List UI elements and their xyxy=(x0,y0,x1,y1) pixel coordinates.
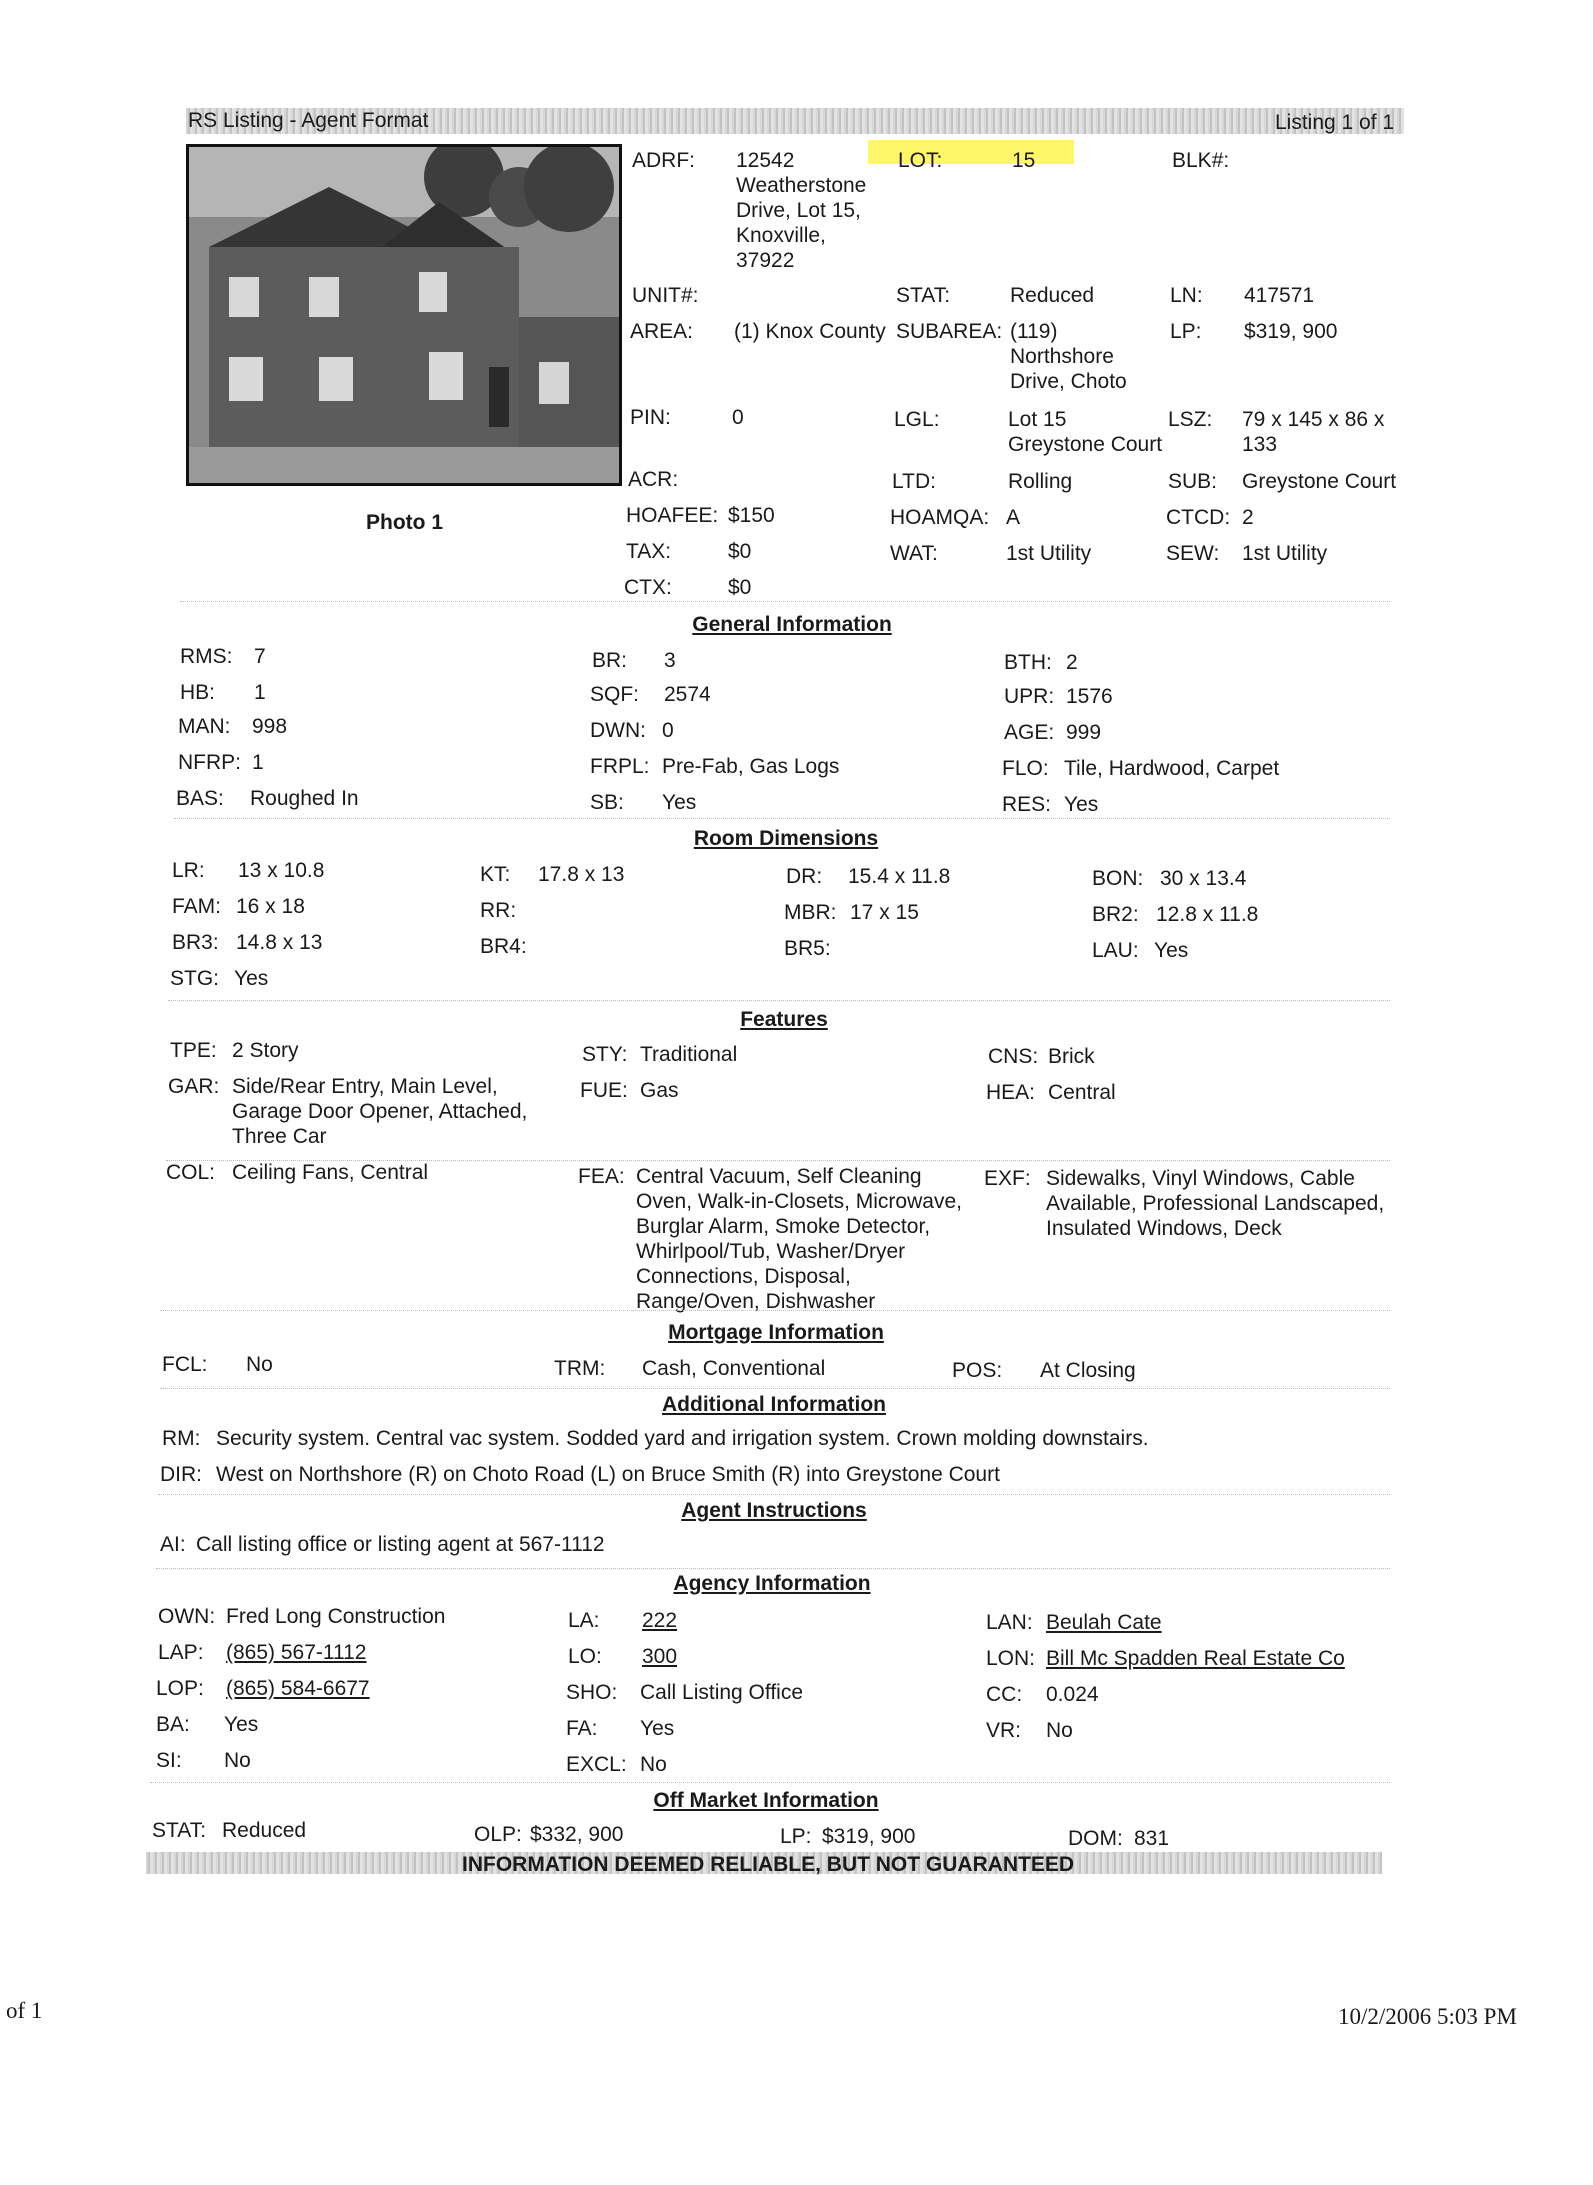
fea-label: FEA: xyxy=(578,1165,625,1188)
fcl-value: No xyxy=(246,1353,273,1376)
la-label: LA: xyxy=(568,1609,600,1632)
dir-label: DIR: xyxy=(160,1463,202,1486)
ltd-value: Rolling xyxy=(1008,470,1073,493)
excl-value: No xyxy=(640,1753,667,1776)
olp-value: $332, 900 xyxy=(530,1823,624,1846)
bas-value: Roughed In xyxy=(250,787,359,810)
fue-label: FUE: xyxy=(580,1079,628,1102)
excl-label: EXCL: xyxy=(566,1753,627,1776)
fcl-label: FCL: xyxy=(162,1353,208,1376)
res-label: RES: xyxy=(1002,793,1052,816)
house-image xyxy=(189,147,619,483)
tpe-value: 2 Story xyxy=(232,1039,299,1062)
divider xyxy=(160,1310,1390,1311)
bas-label: BAS: xyxy=(176,787,224,810)
acr-label: ACR: xyxy=(628,468,679,491)
vr-value: No xyxy=(1046,1719,1073,1742)
rm-value: Security system. Central vac system. Sodded yard and irrigation system. Crown molding downstairs. xyxy=(216,1427,1149,1450)
tpe-label: TPE: xyxy=(170,1039,217,1062)
page-number: of 1 xyxy=(6,1998,43,2023)
br3-label: BR3: xyxy=(172,931,219,954)
wat-value: 1st Utility xyxy=(1006,542,1092,565)
features-heading: Features xyxy=(740,1008,828,1031)
br4-label: BR4: xyxy=(480,935,527,958)
cc-label: CC: xyxy=(986,1683,1023,1706)
lr-value: 13 x 10.8 xyxy=(238,859,325,882)
lp-label: LP: xyxy=(1170,320,1202,343)
lgl-label: LGL: xyxy=(894,408,940,431)
pos-value: At Closing xyxy=(1040,1359,1136,1382)
exf-value: Sidewalks, Vinyl Windows, Cable Available, Professional Landscaped, Insulated Windows, Deck xyxy=(1046,1167,1385,1240)
trm-label: TRM: xyxy=(554,1357,606,1380)
olp-label: OLP: xyxy=(474,1823,522,1846)
rm-label: RM: xyxy=(162,1427,201,1450)
ba-value: Yes xyxy=(224,1713,259,1736)
col-label: COL: xyxy=(166,1161,216,1184)
lot-value: 15 xyxy=(1012,149,1036,172)
ai-value: Call listing office or listing agent at 567-1112 xyxy=(196,1533,605,1556)
fea-value: Central Vacuum, Self Cleaning Oven, Walk-in-Closets, Microwave, Burglar Alarm, Smoke Detector, Whirlpool/Tub, Washer/Dryer Connections, Disposal, Range/Oven, Dishwasher xyxy=(636,1165,962,1313)
vr-label: VR: xyxy=(986,1719,1022,1742)
lon-value: Bill Mc Spadden Real Estate Co xyxy=(1046,1647,1345,1670)
fam-label: FAM: xyxy=(172,895,222,918)
dom-label: DOM: xyxy=(1068,1827,1123,1850)
mbr-label: MBR: xyxy=(784,901,837,924)
sb-label: SB: xyxy=(590,791,624,814)
br5-label: BR5: xyxy=(784,937,831,960)
age-label: AGE: xyxy=(1004,721,1055,744)
mortgage-heading: Mortgage Information xyxy=(668,1321,884,1344)
cns-value: Brick xyxy=(1048,1045,1095,1068)
additional-heading: Additional Information xyxy=(662,1393,886,1416)
dr-value: 15.4 x 11.8 xyxy=(848,865,951,888)
lan-value: Beulah Cate xyxy=(1046,1611,1162,1634)
br-label: BR: xyxy=(592,649,628,672)
si-label: SI: xyxy=(156,1749,182,1772)
general-heading: General Information xyxy=(692,613,892,636)
area-label: AREA: xyxy=(630,320,694,343)
bon-label: BON: xyxy=(1092,867,1144,890)
om-stat-label: STAT: xyxy=(152,1819,207,1842)
ln-value: 417571 xyxy=(1244,284,1315,307)
bth-value: 2 xyxy=(1066,651,1078,674)
upr-label: UPR: xyxy=(1004,685,1055,708)
la-value: 222 xyxy=(642,1609,678,1632)
lr-label: LR: xyxy=(172,859,205,882)
ctx-value: $0 xyxy=(728,576,752,599)
upr-value: 1576 xyxy=(1066,685,1113,708)
stg-label: STG: xyxy=(170,967,220,990)
dwn-label: DWN: xyxy=(590,719,646,742)
lan-label: LAN: xyxy=(986,1611,1033,1634)
property-photo xyxy=(186,144,622,486)
hoafee-value: $150 xyxy=(728,504,775,527)
sqf-label: SQF: xyxy=(590,683,640,706)
lop-label: LOP: xyxy=(156,1677,204,1700)
hea-value: Central xyxy=(1048,1081,1116,1104)
wat-label: WAT: xyxy=(890,542,938,565)
hea-label: HEA: xyxy=(986,1081,1036,1104)
lo-label: LO: xyxy=(568,1645,602,1668)
sew-label: SEW: xyxy=(1166,542,1220,565)
agency-heading: Agency Information xyxy=(673,1572,871,1595)
stat-value: Reduced xyxy=(1010,284,1095,307)
lau-value: Yes xyxy=(1154,939,1189,962)
own-label: OWN: xyxy=(158,1605,216,1628)
hoamqa-label: HOAMQA: xyxy=(890,506,990,529)
subarea-label: SUBAREA: xyxy=(896,320,1003,343)
fam-value: 16 x 18 xyxy=(236,895,305,918)
bth-label: BTH: xyxy=(1004,651,1052,674)
lap-label: LAP: xyxy=(158,1641,204,1664)
flo-value: Tile, Hardwood, Carpet xyxy=(1064,757,1280,780)
trm-value: Cash, Conventional xyxy=(642,1357,826,1380)
hoamqa-value: A xyxy=(1006,506,1021,529)
listing-count: Listing 1 of 1 xyxy=(1275,111,1395,134)
subarea-value: (119) Northshore Drive, Choto xyxy=(1010,320,1127,393)
sqf-value: 2574 xyxy=(664,683,711,706)
kt-value: 17.8 x 13 xyxy=(538,863,625,886)
br2-value: 12.8 x 11.8 xyxy=(1156,903,1259,926)
fa-value: Yes xyxy=(640,1717,675,1740)
flo-label: FLO: xyxy=(1002,757,1049,780)
sty-value: Traditional xyxy=(640,1043,738,1066)
adrf-label: ADRF: xyxy=(632,149,695,172)
divider xyxy=(174,818,1390,819)
sub-label: SUB: xyxy=(1168,470,1218,493)
divider xyxy=(168,1000,1390,1001)
dwn-value: 0 xyxy=(662,719,674,742)
divider xyxy=(180,601,1390,602)
si-value: No xyxy=(224,1749,251,1772)
frpl-value: Pre-Fab, Gas Logs xyxy=(662,755,840,778)
divider xyxy=(150,1782,1390,1783)
hb-value: 1 xyxy=(254,681,266,704)
lon-label: LON: xyxy=(986,1647,1036,1670)
adrf-value: 12542 Weatherstone Drive, Lot 15, Knoxville, 37922 xyxy=(736,149,867,272)
rr-label: RR: xyxy=(480,899,517,922)
tax-value: $0 xyxy=(728,540,752,563)
om-lp-label: LP: xyxy=(780,1825,812,1848)
area-value: (1) Knox County xyxy=(734,320,886,343)
photo-caption: Photo 1 xyxy=(366,511,443,534)
own-value: Fred Long Construction xyxy=(226,1605,446,1628)
divider xyxy=(158,1494,1390,1495)
frpl-label: FRPL: xyxy=(590,755,650,778)
disclaimer: INFORMATION DEEMED RELIABLE, BUT NOT GUARANTEED xyxy=(462,1853,1075,1876)
header-title: RS Listing - Agent Format xyxy=(188,109,429,132)
pin-value: 0 xyxy=(732,406,744,429)
res-value: Yes xyxy=(1064,793,1099,816)
stg-value: Yes xyxy=(234,967,269,990)
ctcd-value: 2 xyxy=(1242,506,1254,529)
br-value: 3 xyxy=(664,649,676,672)
cns-label: CNS: xyxy=(988,1045,1039,1068)
man-value: 998 xyxy=(252,715,288,738)
sho-value: Call Listing Office xyxy=(640,1681,804,1704)
gar-value: Side/Rear Entry, Main Level, Garage Door Opener, Attached, Three Car xyxy=(232,1075,528,1148)
ba-label: BA: xyxy=(156,1713,190,1736)
mbr-value: 17 x 15 xyxy=(850,901,919,924)
br3-value: 14.8 x 13 xyxy=(236,931,323,954)
gar-label: GAR: xyxy=(168,1075,220,1098)
sub-value: Greystone Court xyxy=(1242,470,1397,493)
age-value: 999 xyxy=(1066,721,1102,744)
blk-label: BLK#: xyxy=(1172,149,1230,172)
hoafee-label: HOAFEE: xyxy=(626,504,719,527)
dir-value: West on Northshore (R) on Choto Road (L) on Bruce Smith (R) into Greystone Court xyxy=(216,1463,1000,1486)
divider xyxy=(156,1568,1390,1569)
fa-label: FA: xyxy=(566,1717,598,1740)
exf-label: EXF: xyxy=(984,1167,1031,1190)
col-value: Ceiling Fans, Central xyxy=(232,1161,429,1184)
nfrp-value: 1 xyxy=(252,751,264,774)
stat-label: STAT: xyxy=(896,284,951,307)
fue-value: Gas xyxy=(640,1079,679,1102)
lo-value: 300 xyxy=(642,1645,678,1668)
cc-value: 0.024 xyxy=(1046,1683,1099,1706)
ai-label: AI: xyxy=(160,1533,186,1556)
lsz-label: LSZ: xyxy=(1168,408,1213,431)
sty-label: STY: xyxy=(582,1043,628,1066)
bon-value: 30 x 13.4 xyxy=(1160,867,1247,890)
offmarket-heading: Off Market Information xyxy=(653,1789,879,1812)
om-lp-value: $319, 900 xyxy=(822,1825,916,1848)
sho-label: SHO: xyxy=(566,1681,618,1704)
man-label: MAN: xyxy=(178,715,231,738)
lp-value: $319, 900 xyxy=(1244,320,1338,343)
sew-value: 1st Utility xyxy=(1242,542,1328,565)
lsz-value: 79 x 145 x 86 x 133 xyxy=(1242,408,1385,456)
dr-label: DR: xyxy=(786,865,823,888)
ln-label: LN: xyxy=(1170,284,1203,307)
br2-label: BR2: xyxy=(1092,903,1139,926)
pos-label: POS: xyxy=(952,1359,1003,1382)
pin-label: PIN: xyxy=(630,406,671,429)
rooms-heading: Room Dimensions xyxy=(693,827,879,850)
nfrp-label: NFRP: xyxy=(178,751,241,774)
rms-value: 7 xyxy=(254,645,266,668)
lop-value: (865) 584-6677 xyxy=(226,1677,370,1700)
lot-label: LOT: xyxy=(898,149,943,172)
tax-label: TAX: xyxy=(626,540,672,563)
unit-label: UNIT#: xyxy=(632,284,699,307)
print-timestamp: 10/2/2006 5:03 PM xyxy=(1338,2004,1517,2029)
dom-value: 831 xyxy=(1134,1827,1170,1850)
agent-heading: Agent Instructions xyxy=(681,1499,867,1522)
om-stat-value: Reduced xyxy=(222,1819,307,1842)
ctcd-label: CTCD: xyxy=(1166,506,1231,529)
lgl-value: Lot 15 Greystone Court xyxy=(1008,408,1163,456)
ltd-label: LTD: xyxy=(892,470,936,493)
ctx-label: CTX: xyxy=(624,576,672,599)
divider xyxy=(160,1388,1390,1389)
sb-value: Yes xyxy=(662,791,697,814)
lau-label: LAU: xyxy=(1092,939,1139,962)
lap-value: (865) 567-1112 xyxy=(226,1641,367,1664)
kt-label: KT: xyxy=(480,863,511,886)
hb-label: HB: xyxy=(180,681,216,704)
rms-label: RMS: xyxy=(180,645,233,668)
